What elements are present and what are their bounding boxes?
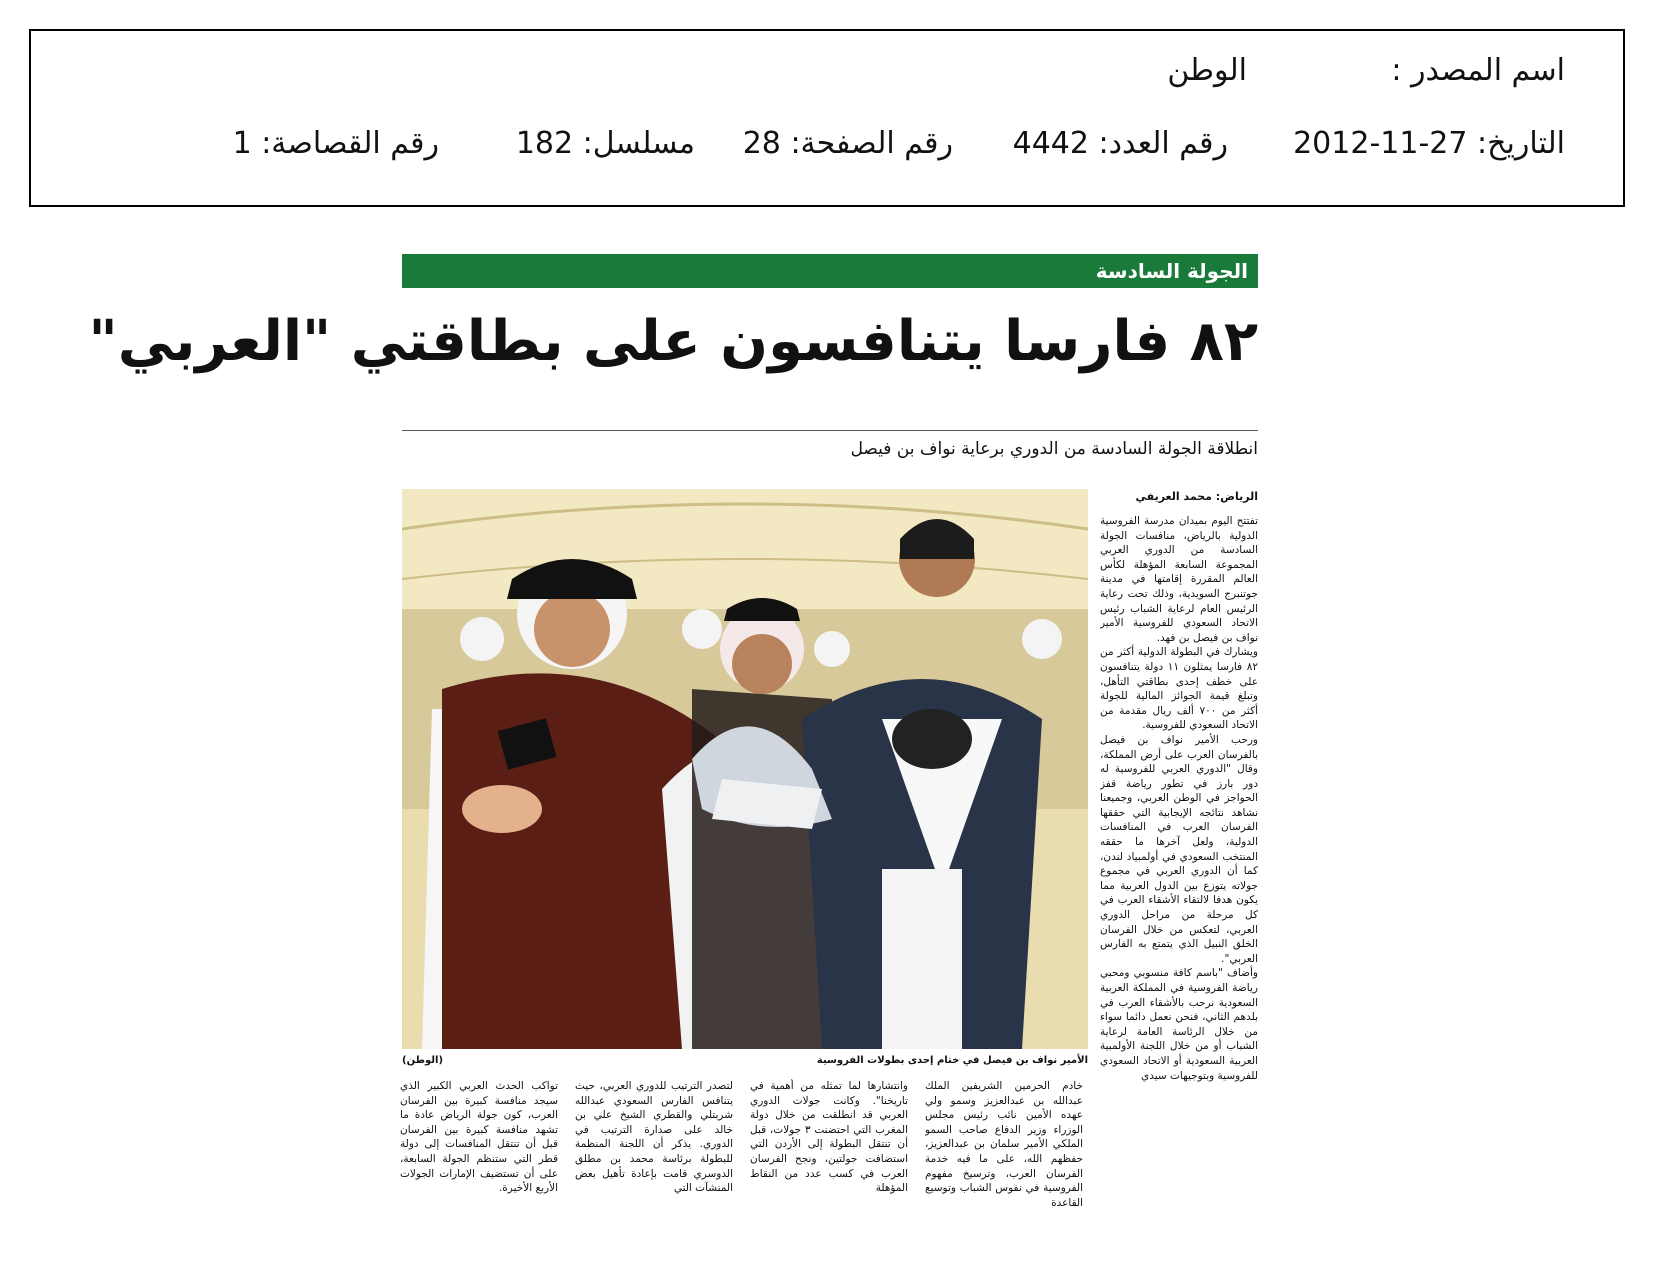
article-byline: الرياض: محمد العريفي xyxy=(1135,490,1258,503)
source-label: اسم المصدر : xyxy=(1391,53,1565,88)
article-headline: ٨٢ فارسا يتنافسون على بطاقتي "العربي" xyxy=(88,309,1258,374)
page-field: رقم الصفحة: 28 xyxy=(742,126,953,161)
article-photo xyxy=(402,489,1088,1049)
bottom-column-1 xyxy=(925,1079,1083,1229)
photo-caption: الأمير نواف بن فيصل في ختام إحدى بطولات الفروسية xyxy=(816,1055,1088,1066)
bottom-column-4 xyxy=(400,1079,558,1229)
clipping-metadata-box xyxy=(29,29,1625,207)
photo-illustration xyxy=(402,489,1088,1049)
side-paragraph: ويشارك في البطولة الدولية أكثر من ٨٢ فارسا يمثلون ١١ دولة يتنافسون على خطف إحدى بطاقتي التأهل، وتبلغ قيمة الجوائز المالية للجولة أكثر من ٧٠٠ ألف ريال مقدمة من الاتحاد السعودي للفروسية. xyxy=(1100,646,1258,732)
serial-field: مسلسل: 182 xyxy=(515,126,695,161)
side-paragraph: تفتتح اليوم بميدان مدرسة الفروسية الدولية بالرياض، منافسات الجولة السادسة من الدوري العربي المجموعة السابعة المؤهلة لكأس العالم المقررة إقامتها في مدينة جوتنبرج السويدية، وذلك تحت رعاية الرئيس العام لرعاية الشباب رئيس الاتحاد السعودي للفروسية الأمير نواف بن فيصل بن فهد. xyxy=(1100,515,1258,644)
side-paragraph: ورحب الأمير نواف بن فيصل بالفرسان العرب على أرض المملكة، وقال "الدوري العربي للفروسية له دور بارز في تطور رياضة قفز الحواجز في الوطن العربي، وجميعنا نشاهد نتائجه الإيجابية التي حققها الفرسان العرب في المنافسات الدولية، ولعل آخرها ما حققه المنتخب السعودي في أولمبياد لندن، كما أن الدوري العربي في مجموع جولاته يتوزع بين الدول العربية مما يكون هدفا لالتقاء الأشقاء العرب في كل مرحلة من مراحل الدوري العربي، لتعكس من خلال الفرسان الخلق النبيل الذي يتمتع به الفارس العربي". xyxy=(1100,733,1258,965)
bottom-paragraph: وانتشارها لما تمثله من أهمية في تاريخنا". وكانت جولات الدوري العربي قد انطلقت من خلال دولة المغرب التي احتضنت ٣ جولات، قبل أن تنتقل البطولة إلى الأردن التي استضافت جولتين، ونجح الفرسان العرب في كسب عدد من النقاط المؤهلة xyxy=(750,1080,908,1195)
side-column xyxy=(1100,514,1258,1234)
bottom-column-2 xyxy=(750,1079,908,1229)
headline-divider xyxy=(402,430,1258,431)
article-subhead: انطلاقة الجولة السادسة من الدوري برعاية نواف بن فيصل xyxy=(850,439,1258,459)
bottom-paragraph: تواكب الحدث العربي الكبير الذي سيجد منافسة كبيرة بين الفرسان العرب، كون جولة الرياض عادة ما تشهد منافسة كبيرة بين الفرسان قبل أن تنتقل المنافسات إلى دولة قطر التي ستنظم الجولة السابعة، على أن تستضيف الإمارات الجولات الأربع الأخيرة. xyxy=(400,1080,558,1195)
side-paragraph: وأضاف "باسم كافة منسوبي ومحبي رياضة الفروسية في المملكة العربية السعودية نرحب بالأشقاء العرب في بلدهم الثاني، فنحن نعمل دائما سواء من خلال الرئاسة العامة لرعاية الشباب أو من خلال اللجنة الأولمبية العربية السعودية أو الاتحاد السعودي للفروسية وبتوجيهات سيدي xyxy=(1100,967,1258,1082)
newspaper-clipping xyxy=(88,254,1258,1234)
bottom-paragraph: لتصدر الترتيب للدوري العربي، حيث يتنافس الفارس السعودي عبدالله شربتلي والقطري الشيخ علي بن خالد على صدارة الترتيب في الدوري. يذكر أن اللجنة المنظمة للبطولة برئاسة محمد بن مطلق الدوسري قامت بإعادة تأهيل بعض المنشآت التي xyxy=(575,1080,733,1195)
clip-number-field: رقم القصاصة: 1 xyxy=(232,126,439,161)
bottom-column-3 xyxy=(575,1079,733,1229)
source-value: الوطن xyxy=(1167,53,1247,88)
photo-credit: (الوطن) xyxy=(402,1055,444,1066)
issue-field: رقم العدد: 4442 xyxy=(1012,126,1228,161)
bottom-paragraph: خادم الحرمين الشريفين الملك عبدالله بن عبدالعزيز وسمو ولي عهده الأمين نائب رئيس مجلس الوزراء وزير الدفاع صاحب السمو الملكي الأمير سلمان بن عبدالعزيز، حفظهم الله، على ما فيه خدمة الفرسان العرب، وترسيخ مفهوم الفروسية في نفوس الشباب وتوسيع القاعدة xyxy=(925,1080,1083,1209)
section-kicker: الجولة السادسة xyxy=(402,254,1258,288)
date-field: التاريخ: 27-11-2012 xyxy=(1293,126,1565,161)
